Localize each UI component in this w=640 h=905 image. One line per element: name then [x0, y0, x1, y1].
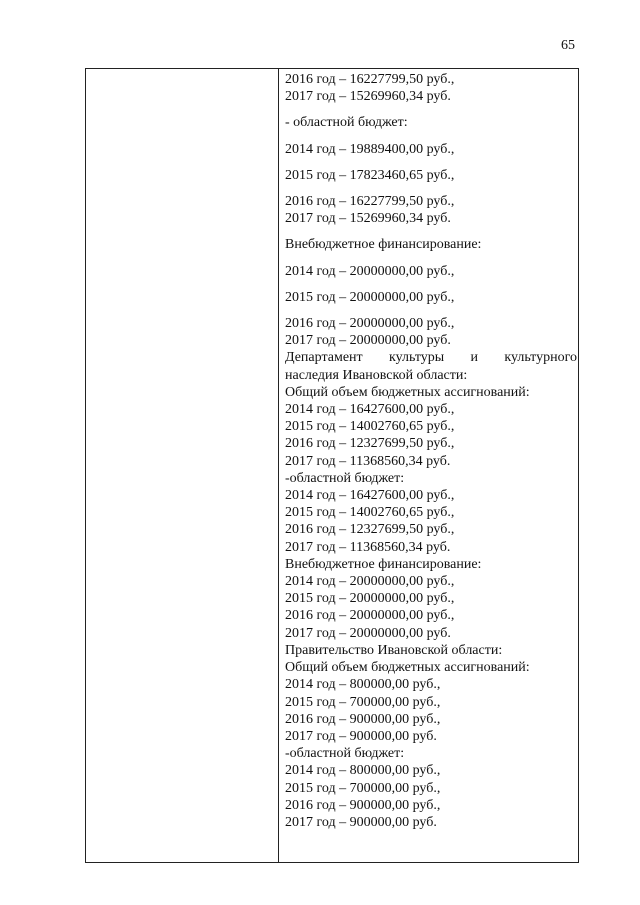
text-line: 2014 год – 20000000,00 руб., [285, 574, 455, 590]
text-line: 2016 год – 900000,00 руб., [285, 797, 441, 813]
text-line: 2015 год – 700000,00 руб., [285, 780, 441, 796]
text-line: 2016 год – 16227799,50 руб., [285, 194, 455, 210]
text-line: 2017 год – 11368560,34 руб. [285, 453, 451, 469]
text-line: 2017 год – 15269960,34 руб. [285, 211, 451, 227]
text-line: 2015 год – 17823460,65 руб., [285, 167, 455, 183]
text-line: 2016 год – 12327699,50 руб., [285, 522, 455, 538]
text-line: 2015 год – 14002760,65 руб., [285, 505, 455, 521]
text-line: 2014 год – 19889400,00 руб., [285, 141, 455, 157]
text-line: 2014 год – 16427600,00 руб., [285, 488, 455, 504]
text-line: Общий объем бюджетных ассигнований: [285, 660, 530, 676]
text-line: 2017 год – 900000,00 руб. [285, 728, 437, 744]
text-line: -областной бюджет: [285, 470, 405, 486]
text-line: 2016 год – 20000000,00 руб., [285, 608, 455, 624]
text-line: Общий объем бюджетных ассигнований: [285, 384, 530, 400]
text-line: 2017 год – 900000,00 руб. [285, 814, 437, 830]
text-line: - областной бюджет: [285, 115, 408, 131]
text-line: 2017 год – 20000000,00 руб. [285, 333, 451, 349]
text-line: 2017 год – 20000000,00 руб. [285, 625, 451, 641]
text-line: наследия Ивановской области: [285, 367, 468, 383]
text-line: -областной бюджет: [285, 746, 405, 762]
text-line: 2014 год – 800000,00 руб., [285, 763, 441, 779]
text-line: 2015 год – 700000,00 руб., [285, 694, 441, 710]
text-line: 2014 год – 20000000,00 руб., [285, 263, 455, 279]
text-line: 2015 год – 20000000,00 руб., [285, 591, 455, 607]
text-line: 2016 год – 16227799,50 руб., [285, 72, 455, 87]
text-line: 2015 год – 20000000,00 руб., [285, 289, 455, 305]
text-line: Департамент культуры и культурного [285, 350, 577, 366]
text-line: Правительство Ивановской области: [285, 642, 503, 658]
text-line: 2017 год – 11368560,34 руб. [285, 539, 451, 555]
text-line: 2017 год – 15269960,34 руб. [285, 89, 451, 105]
text-line: 2014 год – 800000,00 руб., [285, 677, 441, 693]
column-divider [278, 69, 279, 862]
text-line: 2014 год – 16427600,00 руб., [285, 402, 455, 418]
text-line: 2016 год – 20000000,00 руб., [285, 316, 455, 332]
text-line: Внебюджетное финансирование: [285, 237, 482, 253]
table-cell-financing [285, 71, 577, 831]
page-number: 65 [561, 38, 575, 53]
text-line: Внебюджетное финансирование: [285, 556, 482, 572]
text-line: 2016 год – 12327699,50 руб., [285, 436, 455, 452]
text-line: 2016 год – 900000,00 руб., [285, 711, 441, 727]
text-line: 2015 год – 14002760,65 руб., [285, 419, 455, 435]
document-table [85, 68, 579, 863]
